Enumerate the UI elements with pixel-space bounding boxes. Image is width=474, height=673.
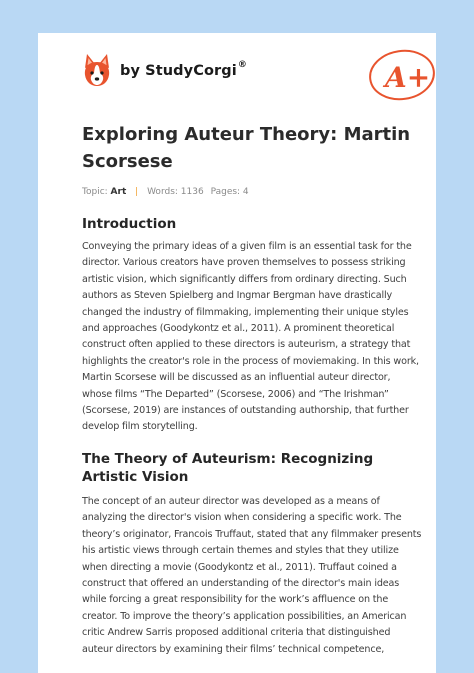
page-count: Pages: 4 — [210, 187, 249, 197]
meta-separator: | — [135, 187, 139, 197]
grade-a-plus-badge — [366, 45, 436, 103]
section-paragraph-theory: The concept of an auteur director was developed as a means of analyzing the director's vision when considering a specific work. The theory’s originator, Francois Truffaut, stated that any filmmaker presents his artistic views through certain themes and styles that they utilize when directing a movie (Goodykontz et al., 2011). Truffaut coined a construct that offered an understanding of the director's main ideas while forcing a great responsibility for the work’s affluence on the creator. To improve the theory’s application possibilities, an American critic Andrew Sarris proposed additional criteria that distinguished auteur directors by examining their films’ technical competence, — [82, 495, 422, 655]
registered-mark: ® — [237, 59, 247, 70]
essay-title: Exploring Auteur Theory: Martin Scorsese — [82, 124, 411, 172]
topic-label: Topic: — [82, 187, 108, 197]
document-page — [38, 33, 436, 673]
grade-text: A+ — [385, 61, 431, 94]
section-paragraph-introduction: Conveying the primary ideas of a given film is an essential task for the director. Various creators have proven themselves to possess striking artistic vision, which significantly differs from ordinary directing. Such authors as Steven Spielberg and Ingmar Bergman have drastically changed the industry of filmmaking, implementing their unique styles and approaches (Goodykontz et al., 2011). A prominent theoretical construct often applied to these directors is auteurism, a strategy that highlights the creator's role in the process of moviemaking. In this work, Martin Scorsese will be discussed as an influential auteur director, whose films “The Departed” (Scorsese, 2006) and “The Irishman” (Scorsese, 2019) are instances of outstanding authorship, that further develop film storytelling. — [82, 241, 419, 433]
essay-meta — [82, 186, 422, 198]
corgi-icon — [82, 53, 112, 87]
studycorgi-logo[interactable] — [82, 52, 247, 88]
topic-link[interactable]: Art — [110, 187, 127, 197]
section-heading-introduction: Introduction — [82, 216, 177, 232]
brand-name: by StudyCorgi® — [120, 59, 247, 79]
section-heading-theory: The Theory of Auteurism: Recognizing Artistic Vision — [82, 450, 374, 485]
essay-content — [82, 121, 422, 658]
word-count: Words: 1136 — [147, 187, 204, 197]
